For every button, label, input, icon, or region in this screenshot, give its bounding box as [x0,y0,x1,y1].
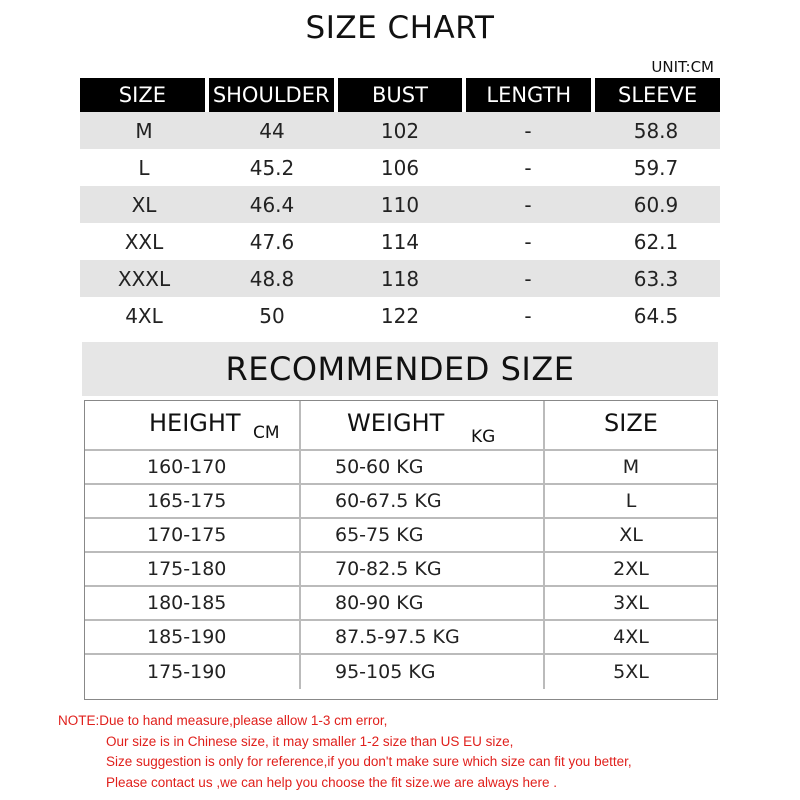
cell-size: XXL [124,229,164,254]
cell-shoulder: 45.2 [249,155,295,180]
header-size: SIZE [80,78,205,112]
cell-weight: 50-60 KG [301,451,545,483]
cell-shoulder: 48.8 [249,266,295,291]
table-row [85,621,717,655]
unit-label: UNIT:CM [651,58,714,76]
header-height [85,401,301,449]
table-row [85,553,717,587]
table-row [80,186,720,223]
table-row [80,149,720,186]
weight-unit: KG [471,427,496,447]
header-weight [301,401,545,449]
cell-size: XL [131,192,157,217]
table-row [85,451,717,485]
size-chart-table [80,78,720,334]
cell-size: XXXL [117,266,171,291]
table-row [80,112,720,149]
header-shoulder: SHOULDER [209,78,334,112]
header-length: LENGTH [466,78,591,112]
cell-size: 4XL [125,303,163,328]
cell-size: M [622,456,640,478]
note-line: Size suggestion is only for reference,if you don't make sure which size can fit you better, [106,754,632,769]
header-size [545,401,717,449]
cell-height: 170-175 [85,519,301,551]
cell-weight: 80-90 KG [301,587,545,619]
size-chart-header [80,78,720,112]
note-line: NOTE:Due to hand measure,please allow 1-3 cm error, [58,713,388,728]
table-row [80,223,720,260]
cell-size: L [625,490,637,512]
header-sleeve: SLEEVE [595,78,720,112]
cell-sleeve: 63.3 [633,266,679,291]
table-row [85,587,717,621]
cell-sleeve: 60.9 [633,192,679,217]
weight-label: WEIGHT [347,409,445,437]
cell-weight: 95-105 KG [301,655,545,689]
recommended-title: RECOMMENDED SIZE [82,342,718,396]
cell-length: - [524,303,532,328]
cell-shoulder: 46.4 [249,192,295,217]
cell-bust: 122 [380,303,420,328]
table-row [85,655,717,689]
cell-shoulder: 50 [259,303,285,328]
table-row [85,519,717,553]
cell-size: M [135,118,153,143]
note-line: Please contact us ,we can help you choose the fit size.we are always here . [106,774,557,790]
cell-size: 2XL [613,558,649,580]
recommended-header [85,401,717,451]
table-row [85,485,717,519]
cell-height: 175-180 [85,553,301,585]
cell-height: 180-185 [85,587,301,619]
table-row [80,297,720,334]
cell-length: - [524,229,532,254]
cell-sleeve: 58.8 [633,118,679,143]
cell-length: - [524,266,532,291]
cell-size: L [138,155,150,180]
cell-bust: 102 [380,118,420,143]
cell-weight: 65-75 KG [301,519,545,551]
table-row [80,260,720,297]
cell-bust: 106 [380,155,420,180]
note-line: Our size is in Chinese size, it may smaller 1-2 size than US EU size, [106,733,514,749]
cell-length: - [524,155,532,180]
cell-shoulder: 44 [259,118,285,143]
cell-shoulder: 47.6 [249,229,295,254]
cell-weight: 60-67.5 KG [301,485,545,517]
cell-height: 175-190 [85,655,301,689]
height-unit: CM [253,423,280,443]
cell-length: - [524,192,532,217]
cell-size: 4XL [613,626,649,648]
cell-bust: 110 [380,192,420,217]
cell-weight: 87.5-97.5 KG [301,621,545,653]
cell-size: 3XL [613,592,649,614]
cell-size: 5XL [613,661,649,683]
cell-sleeve: 64.5 [633,303,679,328]
notes [58,711,798,793]
page-title: SIZE CHART [305,10,495,46]
cell-weight: 70-82.5 KG [301,553,545,585]
cell-size: XL [619,524,643,546]
cell-length: - [524,118,532,143]
size-label: SIZE [604,409,658,437]
cell-sleeve: 62.1 [633,229,679,254]
cell-bust: 118 [380,266,420,291]
cell-height: 160-170 [85,451,301,483]
cell-sleeve: 59.7 [633,155,679,180]
cell-height: 165-175 [85,485,301,517]
recommended-table [84,400,718,700]
header-bust: BUST [338,78,463,112]
height-label: HEIGHT [149,409,241,437]
cell-height: 185-190 [85,621,301,653]
cell-bust: 114 [380,229,420,254]
